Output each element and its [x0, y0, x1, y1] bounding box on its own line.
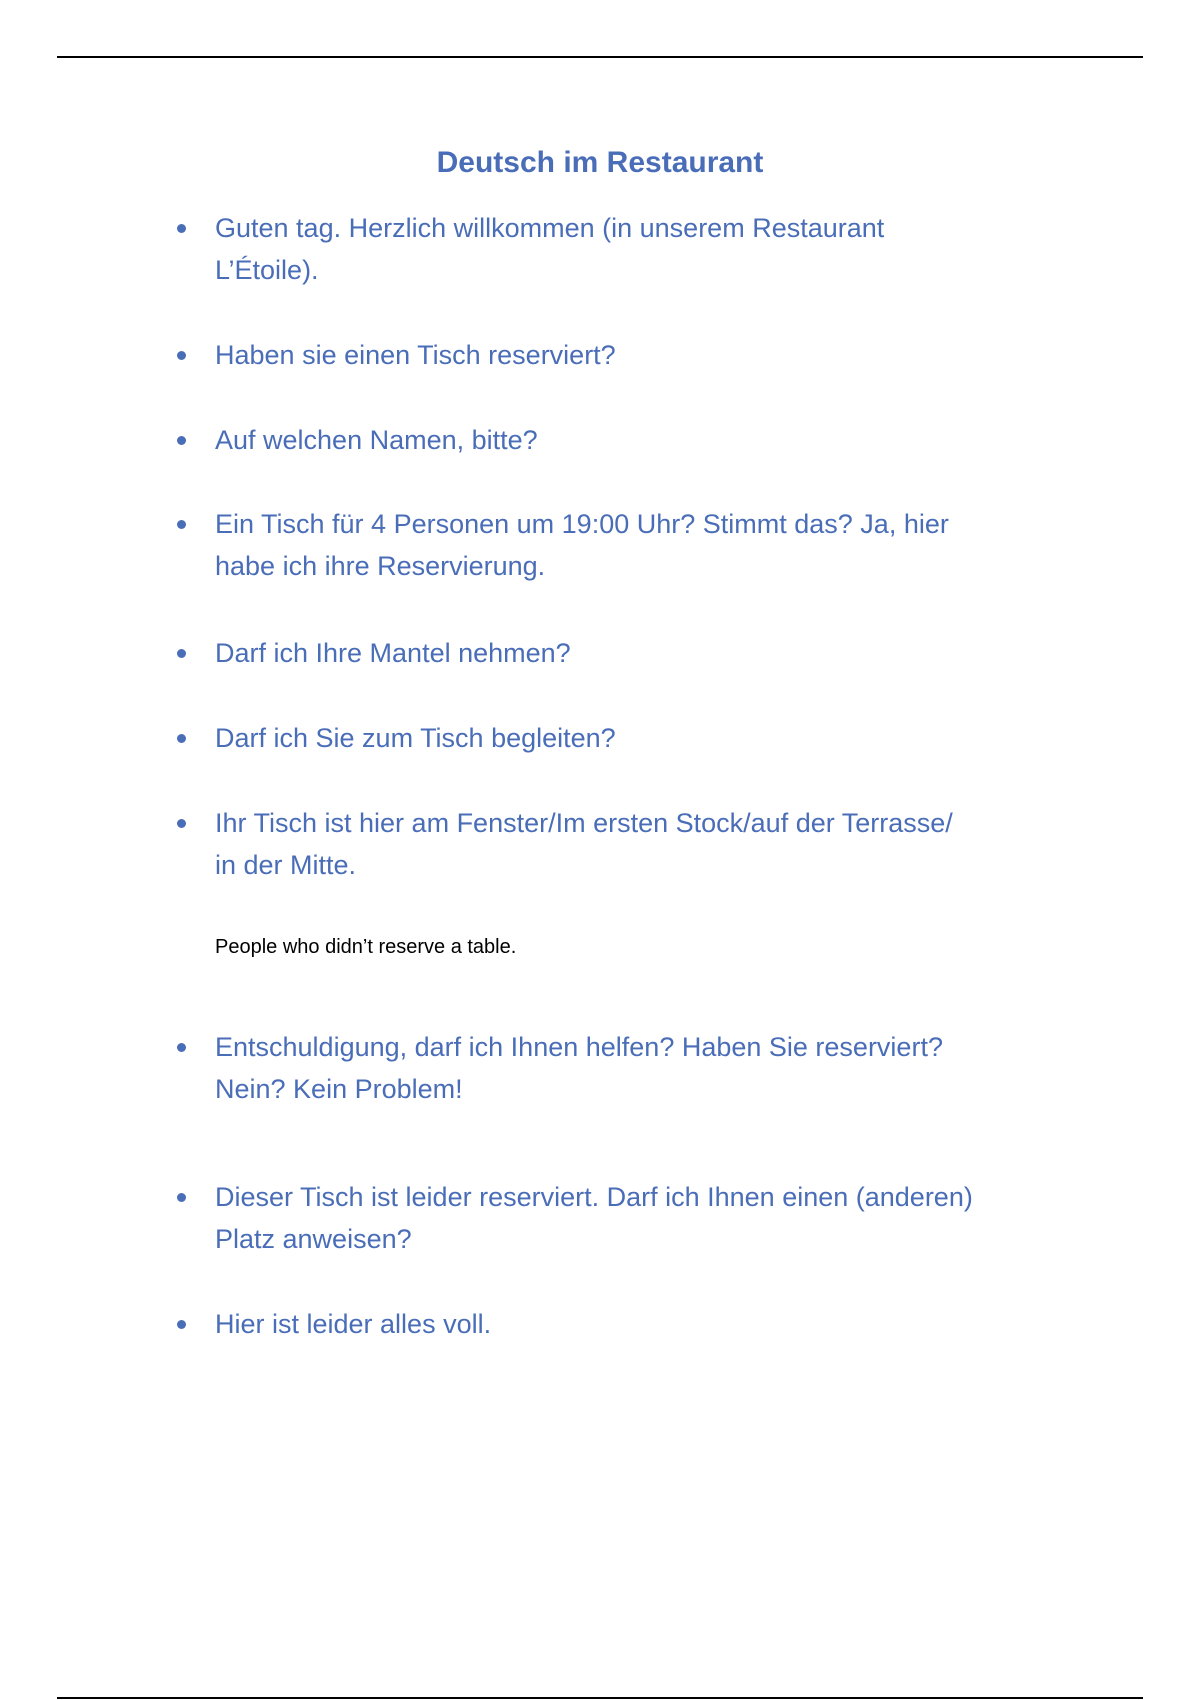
list-item — [215, 802, 1075, 886]
list-item-line: L’Étoile). — [215, 255, 319, 285]
list-item — [215, 1303, 1075, 1345]
list-item-line: Guten tag. Herzlich willkommen (in unserem Restaurant — [215, 213, 885, 243]
list-item-line: Darf ich Ihre Mantel nehmen? — [215, 638, 571, 668]
list-item — [215, 1026, 1075, 1110]
bullet-icon — [177, 351, 186, 360]
list-item-line: habe ich ihre Reservierung. — [215, 551, 546, 581]
list-item-line: Haben sie einen Tisch reserviert? — [215, 340, 616, 370]
bullet-icon — [177, 224, 186, 233]
list-item — [215, 419, 1075, 461]
list-item — [215, 334, 1075, 376]
list-item-line: Hier ist leider alles voll. — [215, 1309, 492, 1339]
list-item-line: Platz anweisen? — [215, 1224, 412, 1254]
list-item-line: Ein Tisch für 4 Personen um 19:00 Uhr? Stimmt das? Ja, hier — [215, 509, 949, 539]
bullet-icon — [177, 734, 186, 743]
section-note: People who didn’t reserve a table. — [215, 936, 517, 958]
list-item — [215, 1176, 1075, 1260]
list-item-line: Entschuldigung, darf ich Ihnen helfen? Haben Sie reserviert? — [215, 1032, 943, 1062]
list-item-line: Auf welchen Namen, bitte? — [215, 425, 538, 455]
list-item-line: Nein? Kein Problem! — [215, 1074, 463, 1104]
bullet-icon — [177, 520, 186, 529]
list-item — [215, 503, 1075, 587]
bullet-icon — [177, 1320, 186, 1329]
list-item-line: in der Mitte. — [215, 850, 357, 880]
bullet-icon — [177, 649, 186, 658]
bullet-icon — [177, 1043, 186, 1052]
list-item-line: Ihr Tisch ist hier am Fenster/Im ersten Stock/auf der Terrasse/ — [215, 808, 953, 838]
bullet-icon — [177, 819, 186, 828]
list-item-line: Dieser Tisch ist leider reserviert. Darf ich Ihnen einen (anderen) — [215, 1182, 973, 1212]
list-item — [215, 207, 1075, 291]
bullet-icon — [177, 1193, 186, 1202]
document-title: Deutsch im Restaurant — [436, 146, 764, 179]
list-item-line: Darf ich Sie zum Tisch begleiten? — [215, 723, 616, 753]
list-item — [215, 717, 1075, 759]
bullet-icon — [177, 436, 186, 445]
footer-rule — [57, 1697, 1143, 1699]
list-item — [215, 632, 1075, 674]
header-rule — [57, 56, 1143, 58]
